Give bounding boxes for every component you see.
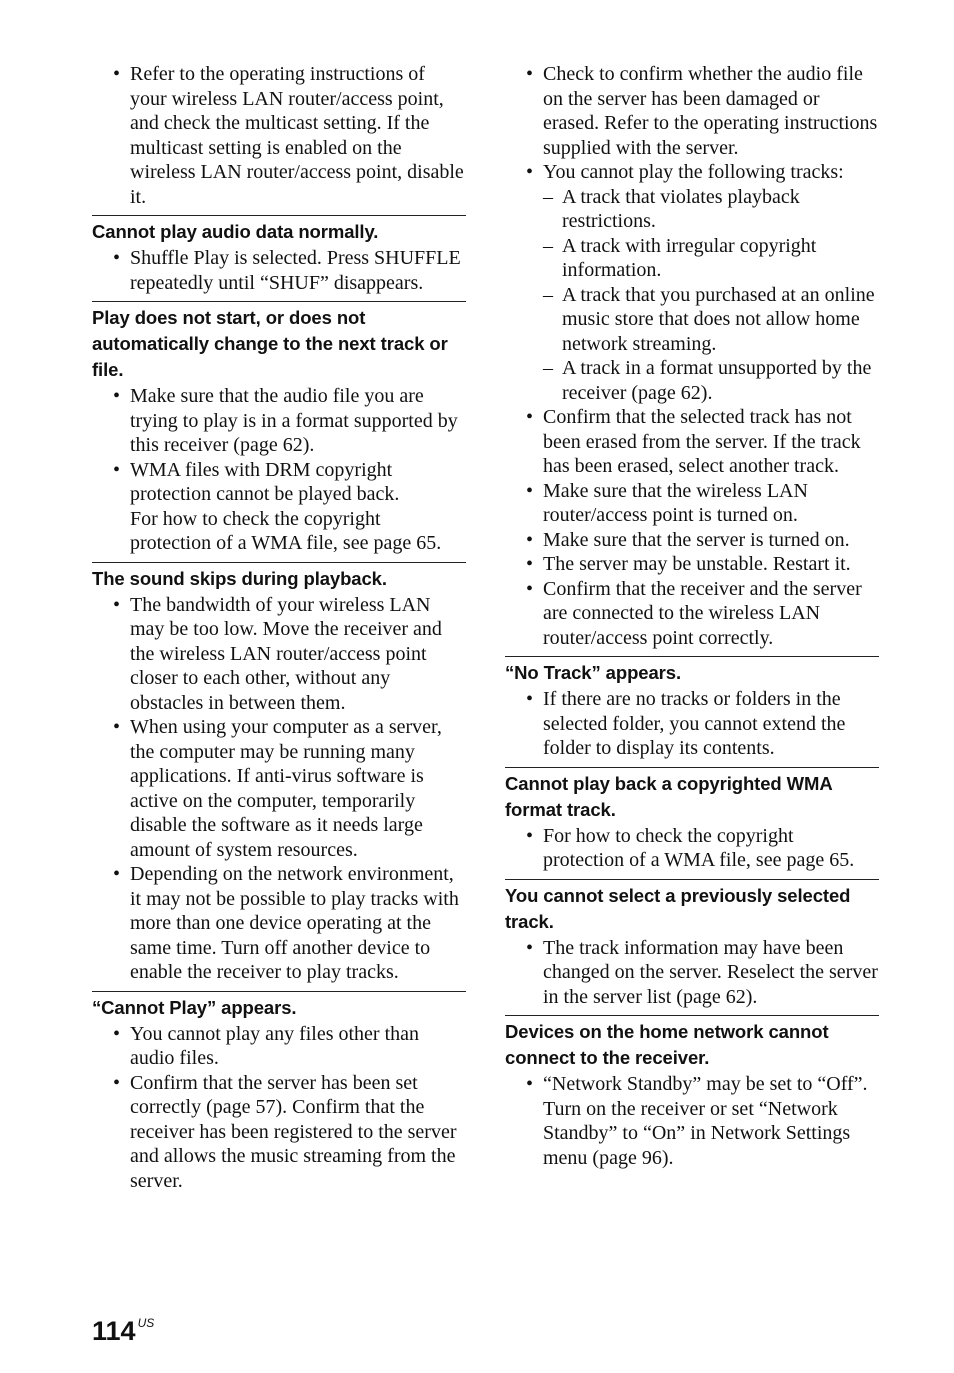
bullet-item [92,458,466,556]
bullet-list [92,246,466,295]
bullet-item: • Shuffle Play is selected. Press SHUFFLE repeatedly until “SHUF” disappears. [92,246,466,295]
bullet-list [92,384,466,556]
bullet-item: • Check to confirm whether the audio file on the server has been damaged or erased. Refer to the operating instructions supplied with the server. [505,62,879,160]
dash-item: – A track that you purchased at an online music store that does not allow home network streaming. [505,283,879,357]
page-number [92,1308,154,1346]
bullet-text: • WMA files with DRM copyright protection cannot be played back. [130,458,400,505]
section-cannot-play-appears [92,991,466,1194]
bullet-item: • You cannot play the following tracks: [505,160,879,185]
section-copyrighted-wma [505,767,879,873]
page-number-value: 114 [92,1316,136,1346]
section-no-track [505,656,879,761]
section-cannot-play-audio [92,215,466,295]
section-play-does-not-start [92,301,466,556]
bullet-item: • The track information may have been changed on the server. Reselect the server in the server list (page 62). [505,936,879,1010]
right-column [505,62,879,1170]
section-heading: Cannot play back a copyrighted WMA format track. [505,772,832,820]
bullet-item: • When using your computer as a server, the computer may be running many applications. If anti-virus software is active on the computer, temporarily disable the software as it needs large amount of system resources. [92,715,466,862]
section-heading: Play does not start, or does not automatically change to the next track or file. [92,307,448,380]
bullet-item: • Confirm that the selected track has not been erased from the server. If the track has been erased, select another track. [505,405,879,479]
bullet-list [92,593,466,985]
bullet-item: • For how to check the copyright protection of a WMA file, see page 65. [505,824,879,873]
bullet-item: • Confirm that the receiver and the server are connected to the wireless LAN router/access point correctly. [505,577,879,651]
bullet-list [505,687,879,761]
bullet-item: • The bandwidth of your wireless LAN may be too low. Move the receiver and the wireless LAN router/access point closer to each other, without any obstacles in between them. [92,593,466,716]
bullet-item: • Make sure that the wireless LAN router/access point is turned on. [505,479,879,528]
section-heading: Devices on the home network cannot connect to the receiver. [505,1021,829,1068]
bullet-list [505,824,879,873]
section-heading: “Cannot Play” appears. [92,996,297,1018]
bullet-item: • If there are no tracks or folders in the selected folder, you cannot extend the folder to display its contents. [505,687,879,761]
left-intro-list [92,62,466,209]
bullet-item: • The server may be unstable. Restart it. [505,552,879,577]
section-devices-cannot-connect [505,1015,879,1170]
section-heading: The sound skips during playback. [92,567,387,589]
bullet-item: • Refer to the operating instructions of your wireless LAN router/access point, and check the multicast setting. If the multicast setting is enabled on the wireless LAN router/access point, disable it. [92,62,466,209]
bullet-item: • “Network Standby” may be set to “Off”. Turn on the receiver or set “Network Standby” to “On” in Network Settings menu (page 96). [505,1072,879,1170]
dash-item: – A track with irregular copyright information. [505,234,879,283]
bullet-list [92,1022,466,1194]
section-heading: “No Track” appears. [505,662,681,683]
dash-item: – A track that violates playback restrictions. [505,185,879,234]
bullet-item: • Make sure that the audio file you are trying to play is in a format supported by this receiver (page 62). [92,384,466,458]
bullet-item: • You cannot play any files other than audio files. [92,1022,466,1071]
bullet-list [505,1072,879,1170]
dash-item: – A track in a format unsupported by the receiver (page 62). [505,356,879,405]
page-number-suffix: US [137,1316,155,1330]
bullet-list [505,936,879,1010]
bullet-item: • Depending on the network environment, it may not be possible to play tracks with more than one device operating at the same time. Turn off another device to enable the receiver to play tracks. [92,862,466,985]
section-cannot-select-track [505,879,879,1010]
bullet-item: • Confirm that the server has been set correctly (page 57). Confirm that the receiver has been registered to the server and allows the music streaming from the server. [92,1071,466,1194]
section-heading: Cannot play audio data normally. [92,221,379,242]
section-sound-skips [92,562,466,985]
left-column [92,62,466,1193]
right-intro-list [505,62,879,650]
bullet-item: • Make sure that the server is turned on. [505,528,879,553]
bullet-extra-text: For how to check the copyright protection of a WMA file, see page 65. [130,507,442,554]
section-heading: You cannot select a previously selected track. [505,884,851,932]
